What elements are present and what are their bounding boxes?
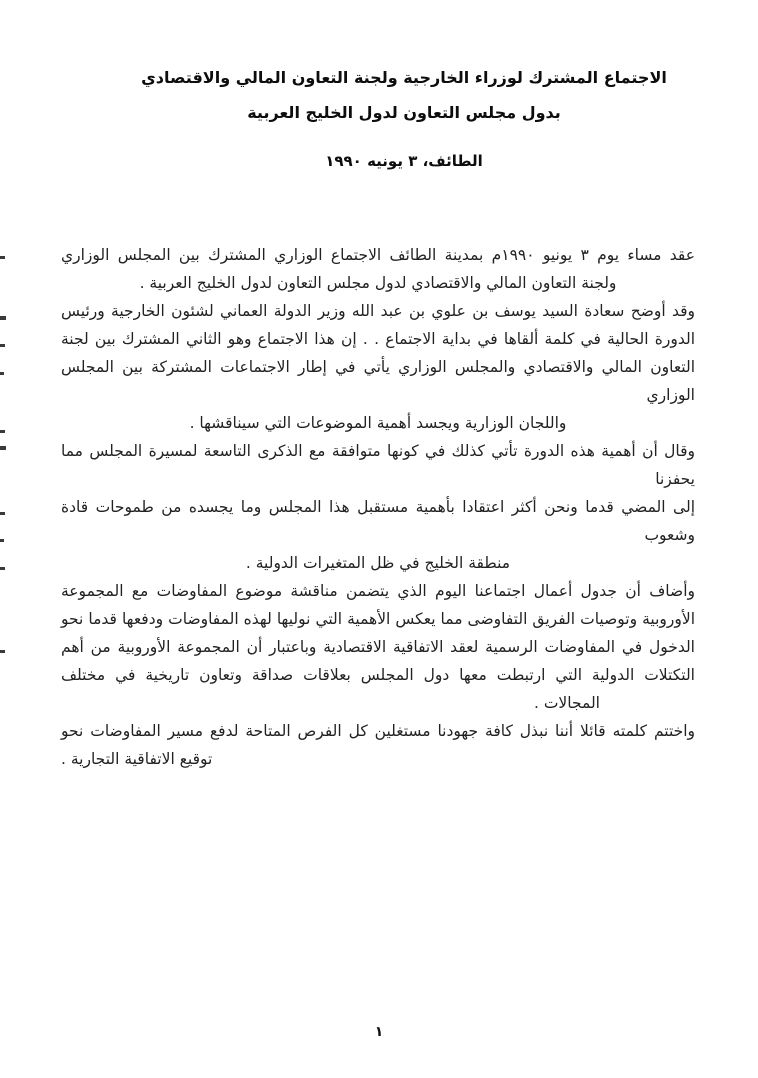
text-line: الدورة الحالية في كلمة ألقاها في بداية الاجتماع . . إن هذا الاجتماع وهو الثاني المشترك بين لجنة — [61, 330, 695, 348]
scan-artifact-mark — [0, 512, 5, 515]
scan-artifact-mark — [0, 316, 6, 320]
document-body — [61, 241, 695, 773]
text-line: التعاون المالي والاقتصادي والمجلس الوزاري يأتي في إطار الاجتماعات المشتركة بين المجلس الوزاري — [61, 358, 695, 404]
text-line: وأضاف أن جدول أعمال اجتماعنا اليوم الذي يتضمن مناقشة موضوع المفاوضات مع المجموعة — [61, 582, 695, 600]
paragraph-1 — [61, 241, 695, 297]
text-line: التكتلات الدولية التي ارتبطت معها دول المجلس بعلاقات صداقة وتعاون تاريخية في مختلف — [61, 666, 695, 684]
paragraph-3 — [61, 437, 695, 577]
scan-artifact-mark — [0, 430, 5, 433]
title-line-1: الاجتماع المشترك لوزراء الخارجية ولجنة التعاون المالي والاقتصادي — [141, 68, 667, 87]
text-line: الدخول في المفاوضات الرسمية لعقد الاتفاقية الاقتصادية وباعتبار أن المجموعة الأوروبية من أهم — [61, 638, 695, 656]
dateline: الطائف، ٣ يونيه ١٩٩٠ — [325, 152, 483, 170]
scan-artifact-mark — [0, 539, 4, 542]
text-line: الأوروبية وتوصيات الفريق التفاوضى مما يعكس الأهمية التي نوليها لهذه المفاوضات ودفعها قدما نحو — [61, 610, 695, 628]
text-line: وقال أن أهمية هذه الدورة تأتي كذلك في كونها متوافقة مع الذكرى التاسعة لمسيرة المجلس مما يحفزنا — [61, 442, 695, 488]
paragraph-5 — [61, 717, 695, 773]
text-line: عقد مساء يوم ٣ يونيو ١٩٩٠م بمدينة الطائف الاجتماع الوزاري المشترك بين المجلس الوزاري — [61, 246, 695, 264]
scan-artifact-mark — [0, 567, 5, 570]
text-line: ولجنة التعاون المالي والاقتصادي لدول مجلس التعاون لدول الخليج العربية . — [139, 274, 617, 292]
text-line: توقيع الاتفاقية التجارية . — [61, 750, 213, 768]
text-line: إلى المضي قدما ونحن أكثر اعتقادا بأهمية مستقبل هذا المجلس وما يجسده من طموحات قادة وشعوب — [61, 498, 695, 544]
text-line: وقد أوضح سعادة السيد يوسف بن علوي بن عبد الله وزير الدولة العماني لشئون الخارجية ورئيس — [61, 302, 695, 320]
text-line: المجالات . — [533, 694, 600, 712]
scan-artifact-mark — [0, 344, 5, 347]
text-line: واختتم كلمته قائلا أننا نبذل كافة جهودنا مستغلين كل الفرص المتاحة لدفع مسير المفاوضات نحو — [61, 722, 695, 740]
title-line-2: بدول مجلس التعاون لدول الخليج العربية — [247, 103, 561, 122]
paragraph-2 — [61, 297, 695, 437]
scan-artifact-mark — [0, 650, 5, 653]
text-line: واللجان الوزارية ويجسد أهمية الموضوعات التي سيناقشها . — [189, 414, 567, 432]
paragraph-4 — [61, 577, 695, 717]
text-line: منطقة الخليج في ظل المتغيرات الدولية . — [245, 554, 511, 572]
scan-artifact-mark — [0, 256, 5, 259]
scan-artifact-mark — [0, 372, 4, 375]
page-number: ١ — [374, 1024, 384, 1040]
document-title — [50, 60, 758, 130]
scan-artifact-mark — [0, 446, 6, 450]
